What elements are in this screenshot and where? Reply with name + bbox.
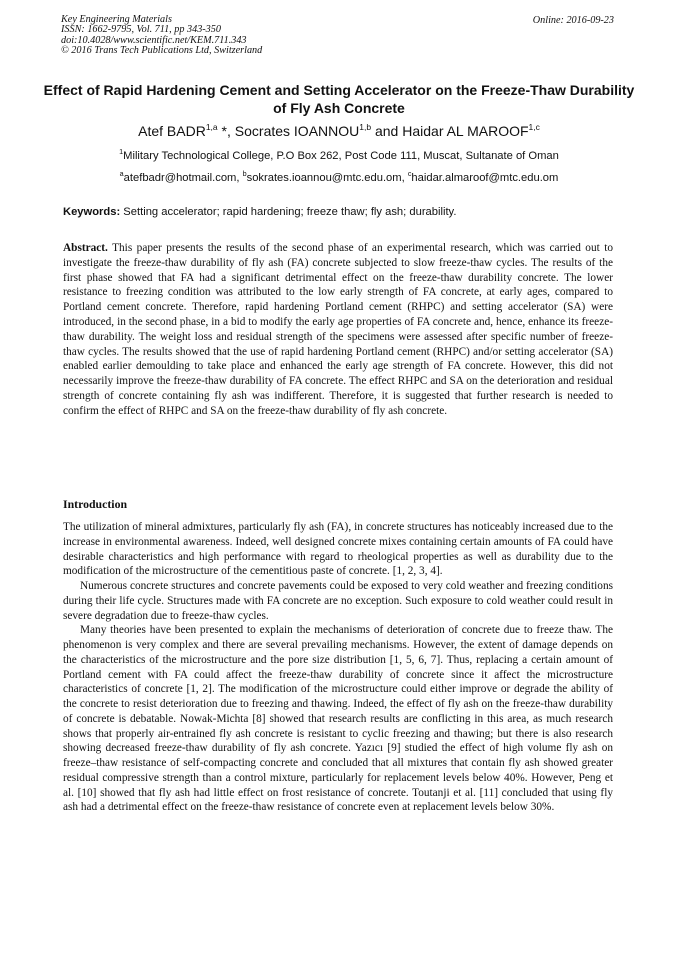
author-separator: and (371, 123, 403, 139)
paragraph: The utilization of mineral admixtures, particularly fly ash (FA), in concrete structures has noticeably increased due to the increase in environmental awareness. Indeed, well designed concrete mixes containing certain amounts of FA could have desirable characteristics and high performance with regard to rheological properties as well as durability due to the modification of the microstructure of the cementitious paste of concrete. [1, 2, 3, 4]. (63, 521, 613, 578)
affiliation (40, 147, 638, 162)
abstract-label: Abstract. (63, 242, 108, 254)
issn-line: ISSN: 1662-9795, Vol. 711, pp 343-350 (61, 24, 221, 36)
author-superscript: 1,a (205, 122, 218, 132)
keywords-text: Setting accelerator; rapid hardening; freeze thaw; fly ash; durability. (120, 206, 457, 218)
author-list (40, 123, 638, 139)
paragraph: Numerous concrete structures and concrete pavements could be exposed to very cold weather and freezing conditions during their life cycle. Structures made with FA concrete are no exception. Such exposure to cold weather could result in severe degradation due to freeze-thaw cycles. (63, 580, 613, 622)
author-superscript: 1,c (528, 122, 540, 132)
copyright-line: © 2016 Trans Tech Publications Ltd, Switzerland (61, 45, 263, 57)
journal-header (61, 15, 262, 57)
author-superscript: 1,b (359, 122, 372, 132)
introduction-body (63, 520, 613, 815)
email-address: sokrates.ioannou@mtc.edu.om, (246, 172, 408, 184)
section-heading-introduction: Introduction (63, 497, 128, 511)
affiliation-superscript: 1 (119, 147, 124, 156)
email-address: haidar.almaroof@mtc.edu.om (411, 172, 559, 184)
abstract-text: This paper presents the results of the second phase of an experimental research, which was carried out to investigate the freeze-thaw durability of fly ash (FA) concrete subjected to slow freeze-thaw cycles. The results of the first phase showed that FA had a significant detrimental effect on the freeze-thaw durability concrete. The lower resistance to freezing condition was attributed to the low early strength of FA concrete, at early ages, compared to Portland cement concrete. Therefore, rapid hardening Portland cement (RHPC) and setting accelerator (SA) were introduced, in the second phase, in a bid to modify the early age properties of FA concrete and, hence, enhance its freeze-thaw durability. The weight loss and residual strength of the specimens were assessed after specific number of freeze-thaw cycles. The results showed that the use of rapid hardening Portland cement (RHPC) and/or setting accelerator (SA) enabled earlier demoulding to take place and enhanced the early age strength of FA concrete. However, this did not necessarily improve the freeze-thaw durability of FA concrete. The effect RHPC and SA on the deterioration and residual strength of concrete containing fly ash was indifferent. Therefore, it is suggested that further research is needed to confirm the effect of RHPC and SA on the freeze-thaw durability of fly ash concrete. (63, 242, 613, 417)
abstract (63, 241, 613, 419)
author-name: Socrates IOANNOU (234, 123, 360, 139)
journal-name: Key Engineering Materials (61, 14, 172, 25)
paper-title: Effect of Rapid Hardening Cement and Setting Accelerator on the Freeze-Thaw Durability of Fly Ash Concrete (43, 82, 635, 116)
affiliation-text: Military Technological College, P.O Box 262, Post Code 111, Muscat, Sultanate of Oman (123, 150, 559, 162)
doi-line: doi:10.4028/www.scientific.net/KEM.711.343 (61, 34, 247, 46)
author-name: Atef BADR (138, 123, 206, 139)
email-superscript: c (407, 169, 412, 178)
email-address: atefbadr@hotmail.com, (123, 172, 243, 184)
online-date: Online: 2016-09-23 (532, 15, 614, 26)
author-emails (40, 169, 638, 184)
keywords-label: Keywords: (63, 206, 121, 218)
author-name: Haidar AL MAROOF (402, 123, 529, 139)
email-superscript: a (119, 169, 124, 178)
author-separator: *, (217, 123, 235, 139)
keywords (63, 206, 456, 218)
email-superscript: b (242, 169, 247, 178)
paragraph: Many theories have been presented to explain the mechanisms of deterioration of concrete due to freeze thaw. The phenomenon is very complex and there are several prevailing mechanisms. However, the extent of damage depends on the characteristics of the microstructure and the pore size distribution [1, 5, 6, 7]. Thus, replacing a certain amount of Portland cement with FA could affect the freeze-thaw durability of concrete since it affect the microstructure characteristics of concrete [1, 2]. The modification of the microstructure could either improve or degrade the ability of the concrete to resist deterioration due to freezing and thawing. Indeed, the effect of fly ash on the freeze-thaw durability of concrete is debatable. Nowak-Michta [8] showed that research results are conflicting in this area, as much research shows that properly air-entrained fly ash concrete is resistant to cyclic freezing and thawing; but there is also research showing decreased freeze-thaw durability of fly ash concrete. Yazıcı [9] studied the effect of high volume fly ash on freeze–thaw resistance of self-compacting concrete and concluded that all mixtures that contain fly ash showed greater residual compressive strength than a control mixture, particularly for replacement levels below 40%. However, Peng et al. [10] showed that fly ash had little effect on frost resistance of concrete. Toutanji et al. [11] concluded that using fly ash had a detrimental effect on the freeze-thaw resistance of concrete even at replacement levels below 30%. (63, 624, 613, 814)
